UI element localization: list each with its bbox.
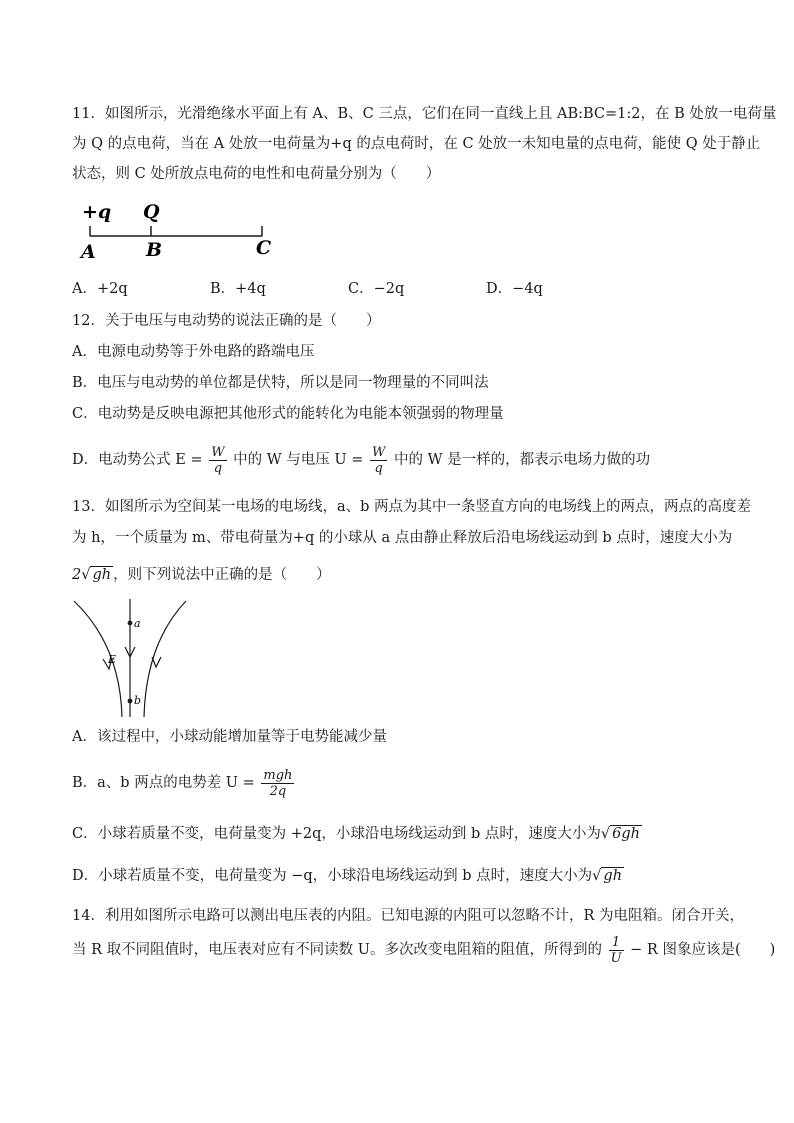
q12-d-mid: 中的 W 与电压 U = <box>233 452 364 468</box>
q13-label-b: b <box>134 694 142 707</box>
q13-label-a: a <box>134 617 141 630</box>
q14-line-2 <box>72 932 775 968</box>
q13-speed-sqrt: √ gh <box>81 567 112 583</box>
q13-b-den: 2q <box>269 783 287 799</box>
q11-option-a[interactable]: A．+2q <box>72 281 128 297</box>
q12-option-c[interactable]: C．电动势是反映电源把其他形式的能转化为电能本领强弱的物理量 <box>72 406 504 422</box>
q13-c-radicand: 6gh <box>612 826 640 842</box>
q14-frac-num: 1 <box>609 935 624 951</box>
q11-line-2: 为 Q 的点电荷，当在 A 处放一电荷量为+q 的点电荷时，在 C 处放一未知电量的点电荷，能使 Q 处于静止 <box>72 136 761 152</box>
q13-field-line-right <box>144 601 186 717</box>
q13-b-fraction <box>261 768 294 799</box>
q14-line-2-prefix: 当 R 取不同阻值时，电压表对应有不同读数 U。多次改变电阻箱的阻值，所得到的 <box>72 942 602 958</box>
q12-frac1-num: W <box>211 444 225 460</box>
q13-speed-coef: 2 <box>72 567 82 583</box>
q12-d-fraction-2 <box>370 445 387 476</box>
q12-option-a[interactable]: A．电源电动势等于外电路的路端电压 <box>72 344 315 360</box>
q13-d-radicand: gh <box>603 868 623 884</box>
q11-label-Q: Q <box>143 201 160 223</box>
q13-b-prefix: B．a、b 两点的电势差 U = <box>72 775 255 791</box>
q14-frac-den: U <box>610 950 622 966</box>
q14-fraction <box>609 935 624 966</box>
q13-option-b[interactable] <box>72 765 296 801</box>
q14-line-1: 14．利用如图所示电路可以测出电压表的内阻。已知电源的内阻可以忽略不计，R 为电阻箱。闭合开关， <box>72 908 744 924</box>
q13-option-c[interactable] <box>72 824 642 844</box>
q13-option-d[interactable] <box>72 866 624 886</box>
q12-d-fraction-1 <box>209 445 226 476</box>
q13-line-3-suffix: ，则下列说法中正确的是（ ） <box>113 567 331 583</box>
q11-label-C: C <box>256 237 272 259</box>
q12-d-suffix: 中的 W 是一样的，都表示电场力做的功 <box>393 452 651 468</box>
q12-d-prefix: D．电动势公式 E = <box>72 452 203 468</box>
q13-c-prefix: C．小球若质量不变，电荷量变为 +2q，小球沿电场线运动到 b 点时，速度大小为 <box>72 826 601 842</box>
q13-line-3 <box>72 565 331 585</box>
q13-field-figure <box>68 597 192 719</box>
q11-option-d[interactable]: D．−4q <box>486 281 543 297</box>
q14-line-2-suffix: − R 图象应该是( ) <box>630 942 776 958</box>
q11-label-B: B <box>146 239 163 261</box>
q12-option-d[interactable] <box>72 442 650 478</box>
q13-point-b <box>128 699 133 704</box>
q12-option-b[interactable]: B．电压与电动势的单位都是伏特，所以是同一物理量的不同叫法 <box>72 375 489 391</box>
q11-label-plus-q: +q <box>82 201 112 223</box>
q13-d-prefix: D．小球若质量不变，电荷量变为 −q，小球沿电场线运动到 b 点时，速度大小为 <box>72 868 593 884</box>
q12-frac2-num: W <box>372 444 386 460</box>
q13-d-sqrt: √ gh <box>592 868 623 884</box>
q12-frac2-den: q <box>374 460 383 476</box>
q13-b-num: mgh <box>263 767 293 783</box>
q12-frac1-den: q <box>213 460 223 476</box>
q12-stem: 12．关于电压与电动势的说法正确的是（ ） <box>72 313 381 329</box>
q13-speed-radicand: gh <box>92 567 112 583</box>
q13-line-1: 13．如图所示为空间某一电场的电场线，a、b 两点为其中一条竖直方向的电场线上的两点，两点的高度差 <box>72 499 751 515</box>
q11-line-3: 状态，则 C 处所放点电荷的电性和电荷量分别为（ ） <box>72 166 441 182</box>
q11-option-b[interactable]: B．+4q <box>210 281 266 297</box>
q11-figure <box>76 196 286 268</box>
q13-point-a <box>128 621 133 626</box>
q11-line-1: 11．如图所示，光滑绝缘水平面上有 A、B、C 三点，它们在同一直线上且 AB:BC=1:2，在 B 处放一电荷量 <box>72 106 777 122</box>
q13-label-E: E <box>108 653 117 666</box>
q13-line-2: 为 h，一个质量为 m、带电荷量为+q 的小球从 a 点由静止释放后沿电场线运动到 b 点时，速度大小为 <box>72 530 733 546</box>
q11-label-A: A <box>81 241 96 263</box>
q11-option-c[interactable]: C．−2q <box>348 281 405 297</box>
q13-option-a[interactable]: A．该过程中，小球动能增加量等于电势能减少量 <box>72 729 387 745</box>
q13-c-sqrt: √ 6gh <box>600 826 640 842</box>
